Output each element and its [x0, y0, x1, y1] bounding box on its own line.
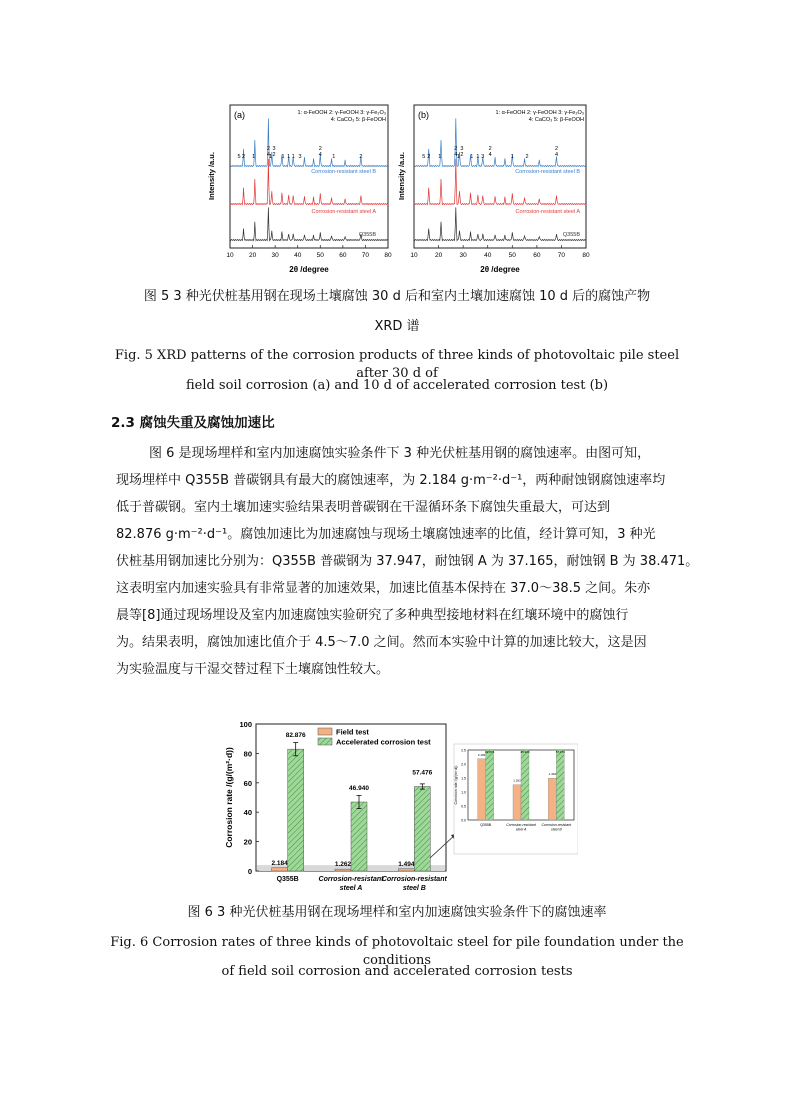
fig6-inset-category-label: Q355B — [480, 823, 492, 827]
fig6-inset-category-label: Corrosion-resistant — [506, 823, 536, 827]
xrd-peak-label: 4 — [318, 152, 322, 158]
fig6-inset-ytick-label: 0.0 — [461, 818, 466, 823]
panel-a-ylabel: Intensity /a.u. — [207, 152, 216, 200]
figure-5-xrd — [200, 100, 594, 275]
xrd-peak-label: 1 — [287, 154, 291, 160]
panel-a-xlabel: 2θ /degree — [289, 265, 329, 274]
fig6-caption-en: Fig. 6 Corrosion rates of three kinds of photovoltaic steel for pile foundation under the conditions — [110, 935, 684, 968]
fig6-value-label: 57.476 — [412, 769, 433, 777]
fig6-inset-value-label: 46.940 — [520, 750, 530, 754]
xrd-xtick-label: 30 — [271, 252, 279, 259]
fig6-ytick-label: 60 — [243, 778, 252, 788]
fig6-legend-swatch — [318, 728, 332, 735]
para-line: 82.876 g·m⁻²·d⁻¹。腐蚀加速比为加速腐蚀与现场土壤腐蚀速率的比值，经计算可知，3 种光 — [116, 527, 656, 542]
xrd-peak-label: 2 — [460, 152, 464, 158]
xrd-peak-label: 2 — [318, 146, 322, 152]
xrd-peak-label: 2 — [242, 154, 246, 160]
xrd-xtick-label: 70 — [361, 252, 370, 259]
fig6-ytick-label: 20 — [243, 837, 252, 847]
xrd-xtick-label: 80 — [582, 252, 590, 259]
fig6-inset-arrow — [430, 834, 456, 858]
xrd-peak-label: 1 — [252, 154, 256, 160]
xrd-peak-label: 4 — [266, 152, 270, 158]
xrd-xtick-label: 20 — [434, 252, 443, 259]
fig6-category-label: steel B — [402, 885, 426, 892]
fig6-inset-bar — [478, 759, 486, 820]
fig6-value-label: 2.184 — [271, 859, 288, 867]
panel-b-series-b-label: Corrosion-resistant steel B — [515, 169, 580, 175]
fig6-category-label: steel A — [339, 885, 363, 892]
para-line: 晨等[8]通过现场埋设及室内加速腐蚀实验研究了多种典型接地材料在红壤环境中的腐蚀行 — [116, 608, 629, 623]
xrd-peak-label: 1 — [438, 154, 442, 160]
fig6-inset-ytick-label: 1.0 — [461, 790, 466, 795]
xrd-peak-label: 1 — [269, 154, 273, 160]
para-line: 为实验温度与干湿交替过程下土壤腐蚀性较大。 — [116, 662, 390, 677]
xrd-xtick-label: 80 — [384, 252, 392, 259]
panel-a-series-b-label: Corrosion-resistant steel B — [311, 169, 376, 175]
fig6-ylabel: Corrosion rate /(g/(m²·d)) — [224, 747, 234, 848]
fig6-inset-category-label: steel A — [515, 827, 527, 832]
fig5-caption-en-2: field soil corrosion (a) and 10 d of accelerated corrosion test (b) — [185, 378, 609, 393]
fig6-inset-value-label: 57.476 — [555, 750, 565, 754]
panel-b-label: (b) — [418, 110, 429, 120]
fig6-value-label: 1.494 — [398, 860, 415, 868]
xrd-peak-label: 3 — [481, 154, 485, 160]
xrd-peak-label: 1 — [332, 154, 336, 160]
panel-a-series-a-label: Corrosion-resistant steel A — [311, 209, 376, 215]
fig6-category-label: Corrosion-resistant — [318, 876, 384, 883]
xrd-peak-label: 1 — [476, 154, 480, 160]
para-line: 这表明室内加速实验具有非常显著的加速效果，加速比值基本保持在 37.0～38.5 之间。朱亦 — [116, 581, 651, 596]
fig6-inset-value-label: 2.184 — [477, 752, 486, 757]
fig6-value-label: 46.940 — [349, 784, 369, 792]
xrd-peak-label: 4 — [454, 152, 458, 158]
fig6-value-label: 1.262 — [334, 861, 352, 869]
xrd-xtick-label: 30 — [459, 252, 467, 259]
xrd-xtick-label: 40 — [484, 252, 492, 259]
fig6-inset-value-label: 1.262 — [513, 778, 521, 783]
para-line: 图 6 是现场埋样和室内加速腐蚀实验条件下 3 种光伏桩基用钢的腐蚀速率。由图可知， — [149, 446, 651, 461]
xrd-peak-label: 2 — [554, 146, 559, 152]
xrd-peak-label: 1 — [281, 154, 285, 160]
xrd-peak-label: 4 — [554, 152, 559, 158]
xrd-panel-b — [397, 105, 590, 274]
fig6-legend-label: Field test — [336, 727, 369, 737]
fig6-inset-ytick-label: 1.5 — [461, 776, 466, 781]
fig6-category-label: Q355B — [276, 876, 299, 883]
xrd-xtick-label: 70 — [557, 252, 566, 259]
panel-b-legend-1: 1: α-FeOOH 2: γ-FeOOH 3: γ-Fe₂O₃ — [495, 110, 584, 116]
fig6-ytick-label: 0 — [247, 867, 252, 876]
xrd-peak-label: 4 — [488, 152, 492, 158]
panel-b-ylabel: Intensity /a.u. — [397, 152, 406, 200]
xrd-peak-label: 3 — [460, 146, 464, 152]
fig6-inset-value-label: 1.494 — [548, 772, 557, 777]
panel-b-legend-2: 4: CaCO₃ 5: β-FeOOH — [528, 117, 584, 123]
fig6-value-label: 82.876 — [285, 732, 306, 740]
fig6-caption-cn: 图 6 3 种光伏桩基用钢在现场埋样和室内加速腐蚀实验条件下的腐蚀速率 — [187, 905, 607, 920]
xrd-xtick-label: 60 — [339, 252, 347, 259]
fig6-ytick-label: 100 — [239, 720, 252, 729]
xrd-peak-label: 1 — [291, 154, 295, 160]
xrd-peak-label: 2 — [454, 146, 458, 152]
panel-a-label: (a) — [234, 110, 245, 120]
xrd-peak-label: 1 — [456, 154, 460, 160]
xrd-peak-label: 1 — [510, 154, 514, 160]
xrd-peak-label: 1 — [470, 154, 474, 160]
para-line: 现场埋样中 Q355B 普碳钢具有最大的腐蚀速率，为 2.184 g·m⁻²·d⁻¹，两种耐蚀钢腐蚀速率均 — [116, 473, 666, 488]
fig6-bar-accelerated — [288, 749, 304, 871]
fig6-inset-bar — [486, 750, 494, 820]
fig6-inset-value-label: 82.876 — [485, 750, 495, 754]
fig6-inset-category-label: steel B — [550, 827, 562, 832]
fig6-inset-ytick-label: 2.5 — [461, 748, 466, 753]
fig6-inset-bar — [548, 778, 556, 820]
xrd-peak-label: 5 — [237, 154, 241, 160]
body-paragraph — [116, 440, 699, 683]
xrd-xtick-label: 60 — [533, 252, 541, 259]
fig6-inset-ytick-label: 2.0 — [461, 762, 466, 767]
fig6-inset-ytick-label: 0.5 — [461, 804, 466, 809]
xrd-xtick-label: 50 — [508, 252, 516, 259]
xrd-peak-label: 3 — [298, 154, 302, 160]
fig6-inset-category-label: Corrosion-resistant — [541, 823, 572, 827]
panel-a-legend-1: 1: α-FeOOH 2: γ-FeOOH 3: γ-Fe₂O₃ — [297, 110, 386, 116]
xrd-peak-label: 2 — [266, 146, 270, 152]
fig6-category-label: Corrosion-resistant — [381, 876, 447, 883]
fig6-bar-accelerated — [414, 787, 430, 871]
fig6-legend-swatch — [318, 738, 332, 745]
xrd-peak-label: 2 — [488, 146, 492, 152]
fig6-inset-ylabel: Corrosion rate /(g/(m²·d)) — [454, 765, 458, 805]
para-line: 伏桩基用钢加速比分别为：Q355B 普碳钢为 37.947，耐蚀钢 A 为 37.165，耐蚀钢 B 为 38.471。 — [116, 554, 699, 569]
fig6-inset-bar — [521, 750, 529, 820]
xrd-peak-label: 2 — [525, 154, 529, 160]
fig6-bar-field — [398, 869, 414, 871]
fig6-bar-accelerated — [351, 802, 367, 871]
fig6-inset-bar — [556, 750, 564, 820]
xrd-peak-label: 2 — [272, 152, 276, 158]
xrd-panel-a — [207, 105, 392, 274]
xrd-xtick-label: 10 — [226, 252, 234, 259]
section-heading: 2.3 腐蚀失重及腐蚀加速比 — [111, 415, 275, 431]
fig6-legend-label: Accelerated corrosion test — [336, 737, 431, 747]
xrd-xtick-label: 20 — [248, 252, 257, 259]
fig6-inset-bar — [513, 785, 521, 820]
xrd-xtick-label: 50 — [316, 252, 324, 259]
xrd-peak-label: 2 — [427, 154, 431, 160]
fig6-bar-field — [272, 868, 288, 871]
xrd-xtick-label: 10 — [410, 252, 418, 259]
para-line: 为。结果表明，腐蚀加速比值介于 4.5～7.0 之间。然而本实验中计算的加速比较大，这是因 — [116, 635, 647, 650]
panel-b-xlabel: 2θ /degree — [480, 265, 520, 274]
fig6-bar-field — [335, 869, 351, 871]
fig6-ytick-label: 40 — [243, 808, 252, 818]
panel-a-series-q355b-label: Q355B — [358, 232, 376, 238]
panel-b-series-q355b-label: Q355B — [562, 232, 580, 238]
panel-a-legend-2: 4: CaCO₃ 5: β-FeOOH — [330, 117, 386, 123]
xrd-peak-label: 5 — [422, 154, 426, 160]
fig5-caption-cn: 图 5 3 种光伏桩基用钢在现场土壤腐蚀 30 d 后和室内土壤加速腐蚀 10 d 后的腐蚀产物 — [143, 289, 651, 304]
panel-b-series-a-label: Corrosion-resistant steel A — [515, 209, 580, 215]
figure-6-corrosion-rate — [218, 716, 578, 894]
fig6-caption-en-2: of field soil corrosion and accelerated corrosion tests — [221, 964, 573, 979]
xrd-peak-label: 3 — [272, 146, 276, 152]
xrd-peak-label: 2 — [359, 154, 363, 160]
para-line: 低于普碳钢。室内土壤加速实验结果表明普碳钢在干湿循环条下腐蚀失重最大，可达到 — [116, 500, 611, 515]
fig6-ytick-label: 80 — [243, 749, 252, 759]
fig5-caption-cn-2: XRD 谱 — [374, 319, 420, 334]
fig5-caption-en: Fig. 5 XRD patterns of the corrosion products of three kinds of photovoltaic pile steel after 30 d of — [114, 348, 680, 381]
xrd-xtick-label: 40 — [294, 252, 302, 259]
